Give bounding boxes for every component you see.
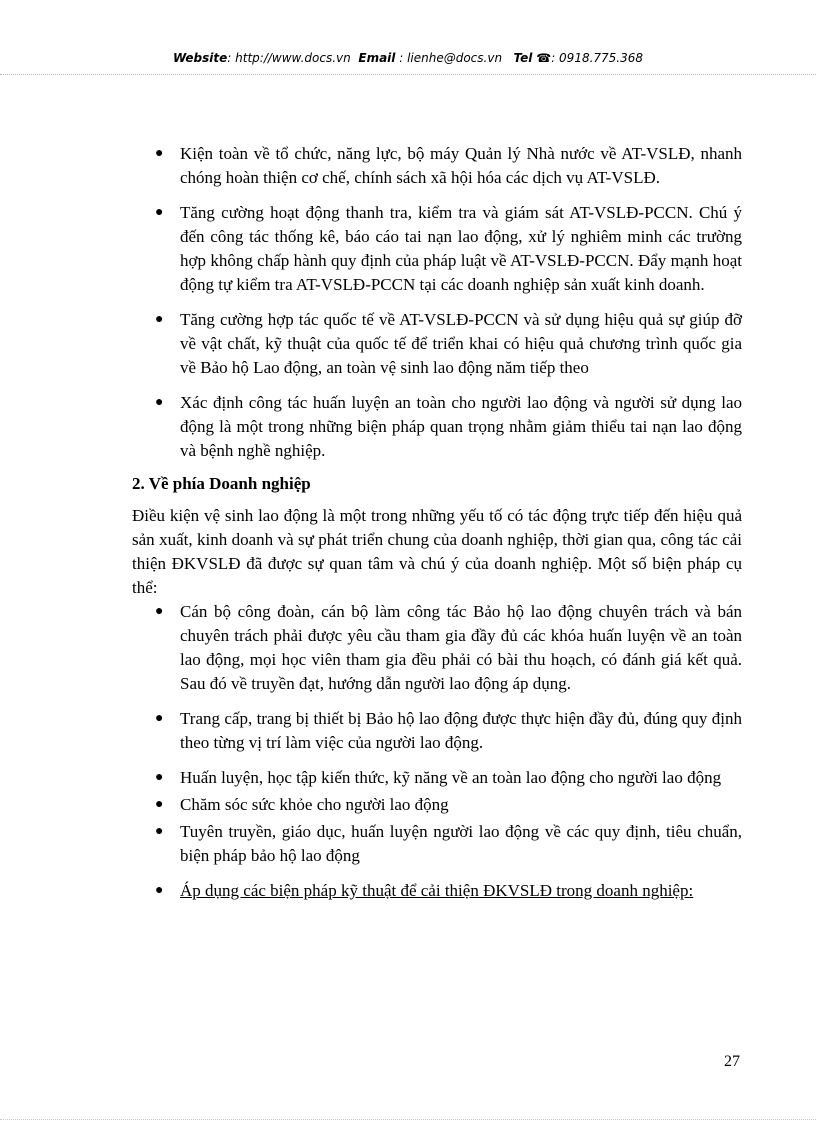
bullet-icon: ● [155,770,164,785]
list-item [132,766,742,790]
list-item-text: Tăng cường hoạt động thanh tra, kiểm tra và giám sát AT-VSLĐ-PCCN. Chú ý đến công tác thống kê, báo cáo tai nạn lao động, xử lý nghiêm minh các trường hợp không chấp hành quy định của pháp luật về AT-VSLĐ-PCCN. Đẩy mạnh hoạt động tự kiểm tra AT-VSLĐ-PCCN tại các doanh nghiệp sản xuất kinh doanh. [180,203,742,294]
bullet-icon: ● [155,205,164,220]
tel-number: : 0918.775.368 [551,51,644,65]
list-item [132,707,742,755]
list-item-text: Áp dụng các biện pháp kỹ thuật để cải thiện ĐKVSLĐ trong doanh nghiệp: [180,881,694,900]
bullet-icon: ● [155,395,164,410]
page-number: 27 [724,1053,740,1070]
list-item-text: Tăng cường hợp tác quốc tế về AT-VSLĐ-PCCN và sử dụng hiệu quả sự giúp đỡ về vật chất, kỹ thuật của quốc tế để triển khai có hiệu quả chương trình quốc gia về Bảo hộ Lao động, an toàn vệ sinh lao động năm tiếp theo [180,310,742,377]
list-item [132,820,742,868]
list-item-text: Trang cấp, trang bị thiết bị Bảo hộ lao động được thực hiện đầy đủ, đúng quy định theo từng vị trí làm việc của người lao động. [180,709,742,752]
list-item-text: Cán bộ công đoàn, cán bộ làm công tác Bảo hộ lao động chuyên trách và bán chuyên trách phải được yêu cầu tham gia đầy đủ các khóa huấn luyện về an toàn lao động, mọi học viên tham gia đều phải có bài thu hoạch, có đánh giá kết quả. Sau đó về truyền đạt, hướng dẫn người lao động áp dụng. [180,602,742,693]
list-item-text: Chăm sóc sức khỏe cho người lao động [180,795,449,814]
header-divider [0,74,816,75]
list-item-text: Kiện toàn về tổ chức, năng lực, bộ máy Quản lý Nhà nước về AT-VSLĐ, nhanh chóng hoàn thiện cơ chế, chính sách xã hội hóa các dịch vụ AT-VSLĐ. [180,144,742,187]
list-item [132,793,742,817]
footer-divider [0,1119,816,1120]
section-heading: 2. Về phía Doanh nghiệp [132,474,311,493]
list-item [132,391,742,463]
bullet-icon: ● [155,824,164,839]
section1-bullet-list [132,142,742,463]
bullet-icon: ● [155,146,164,161]
section2-bullet-list [132,600,742,903]
list-item-text: Xác định công tác huấn luyện an toàn cho người lao động và người sử dụng lao động là một trong những biện pháp quan trọng nhằm giảm thiểu tai nạn lao động và bệnh nghề nghiệp. [180,393,742,460]
list-item [132,308,742,380]
bullet-icon: ● [155,711,164,726]
list-item-text: Huấn luyện, học tập kiến thức, kỹ năng về an toàn lao động cho người lao động [180,768,722,787]
tel-label: Tel [513,51,533,65]
bullet-icon: ● [155,883,164,898]
website-label: Website [172,51,228,65]
page-header [0,51,816,65]
list-item [132,201,742,297]
list-item [132,600,742,696]
bullet-icon: ● [155,312,164,327]
email-label: Email [358,51,396,65]
bullet-icon: ● [155,797,164,812]
list-item [132,879,742,903]
phone-icon: ☎ [536,51,552,65]
list-item-text: Tuyên truyền, giáo dục, huấn luyện người lao động về các quy định, tiêu chuẩn, biện pháp bảo hộ lao động [180,822,742,865]
bullet-icon: ● [155,604,164,619]
website-url[interactable]: : http://www.docs.vn [227,51,351,65]
intro-paragraph: Điều kiện vệ sinh lao động là một trong những yếu tố có tác động trực tiếp đến hiệu quả sản xuất, kinh doanh và sự phát triển chung của doanh nghiệp, thời gian qua, công tác cải thiện ĐKVSLĐ đã được sự quan tâm và chú ý của doanh nghiệp. Một số biện pháp cụ thể: [132,506,742,597]
list-item [132,142,742,190]
document-body [132,142,742,903]
email-address[interactable]: : lienhe@docs.vn [395,51,503,65]
